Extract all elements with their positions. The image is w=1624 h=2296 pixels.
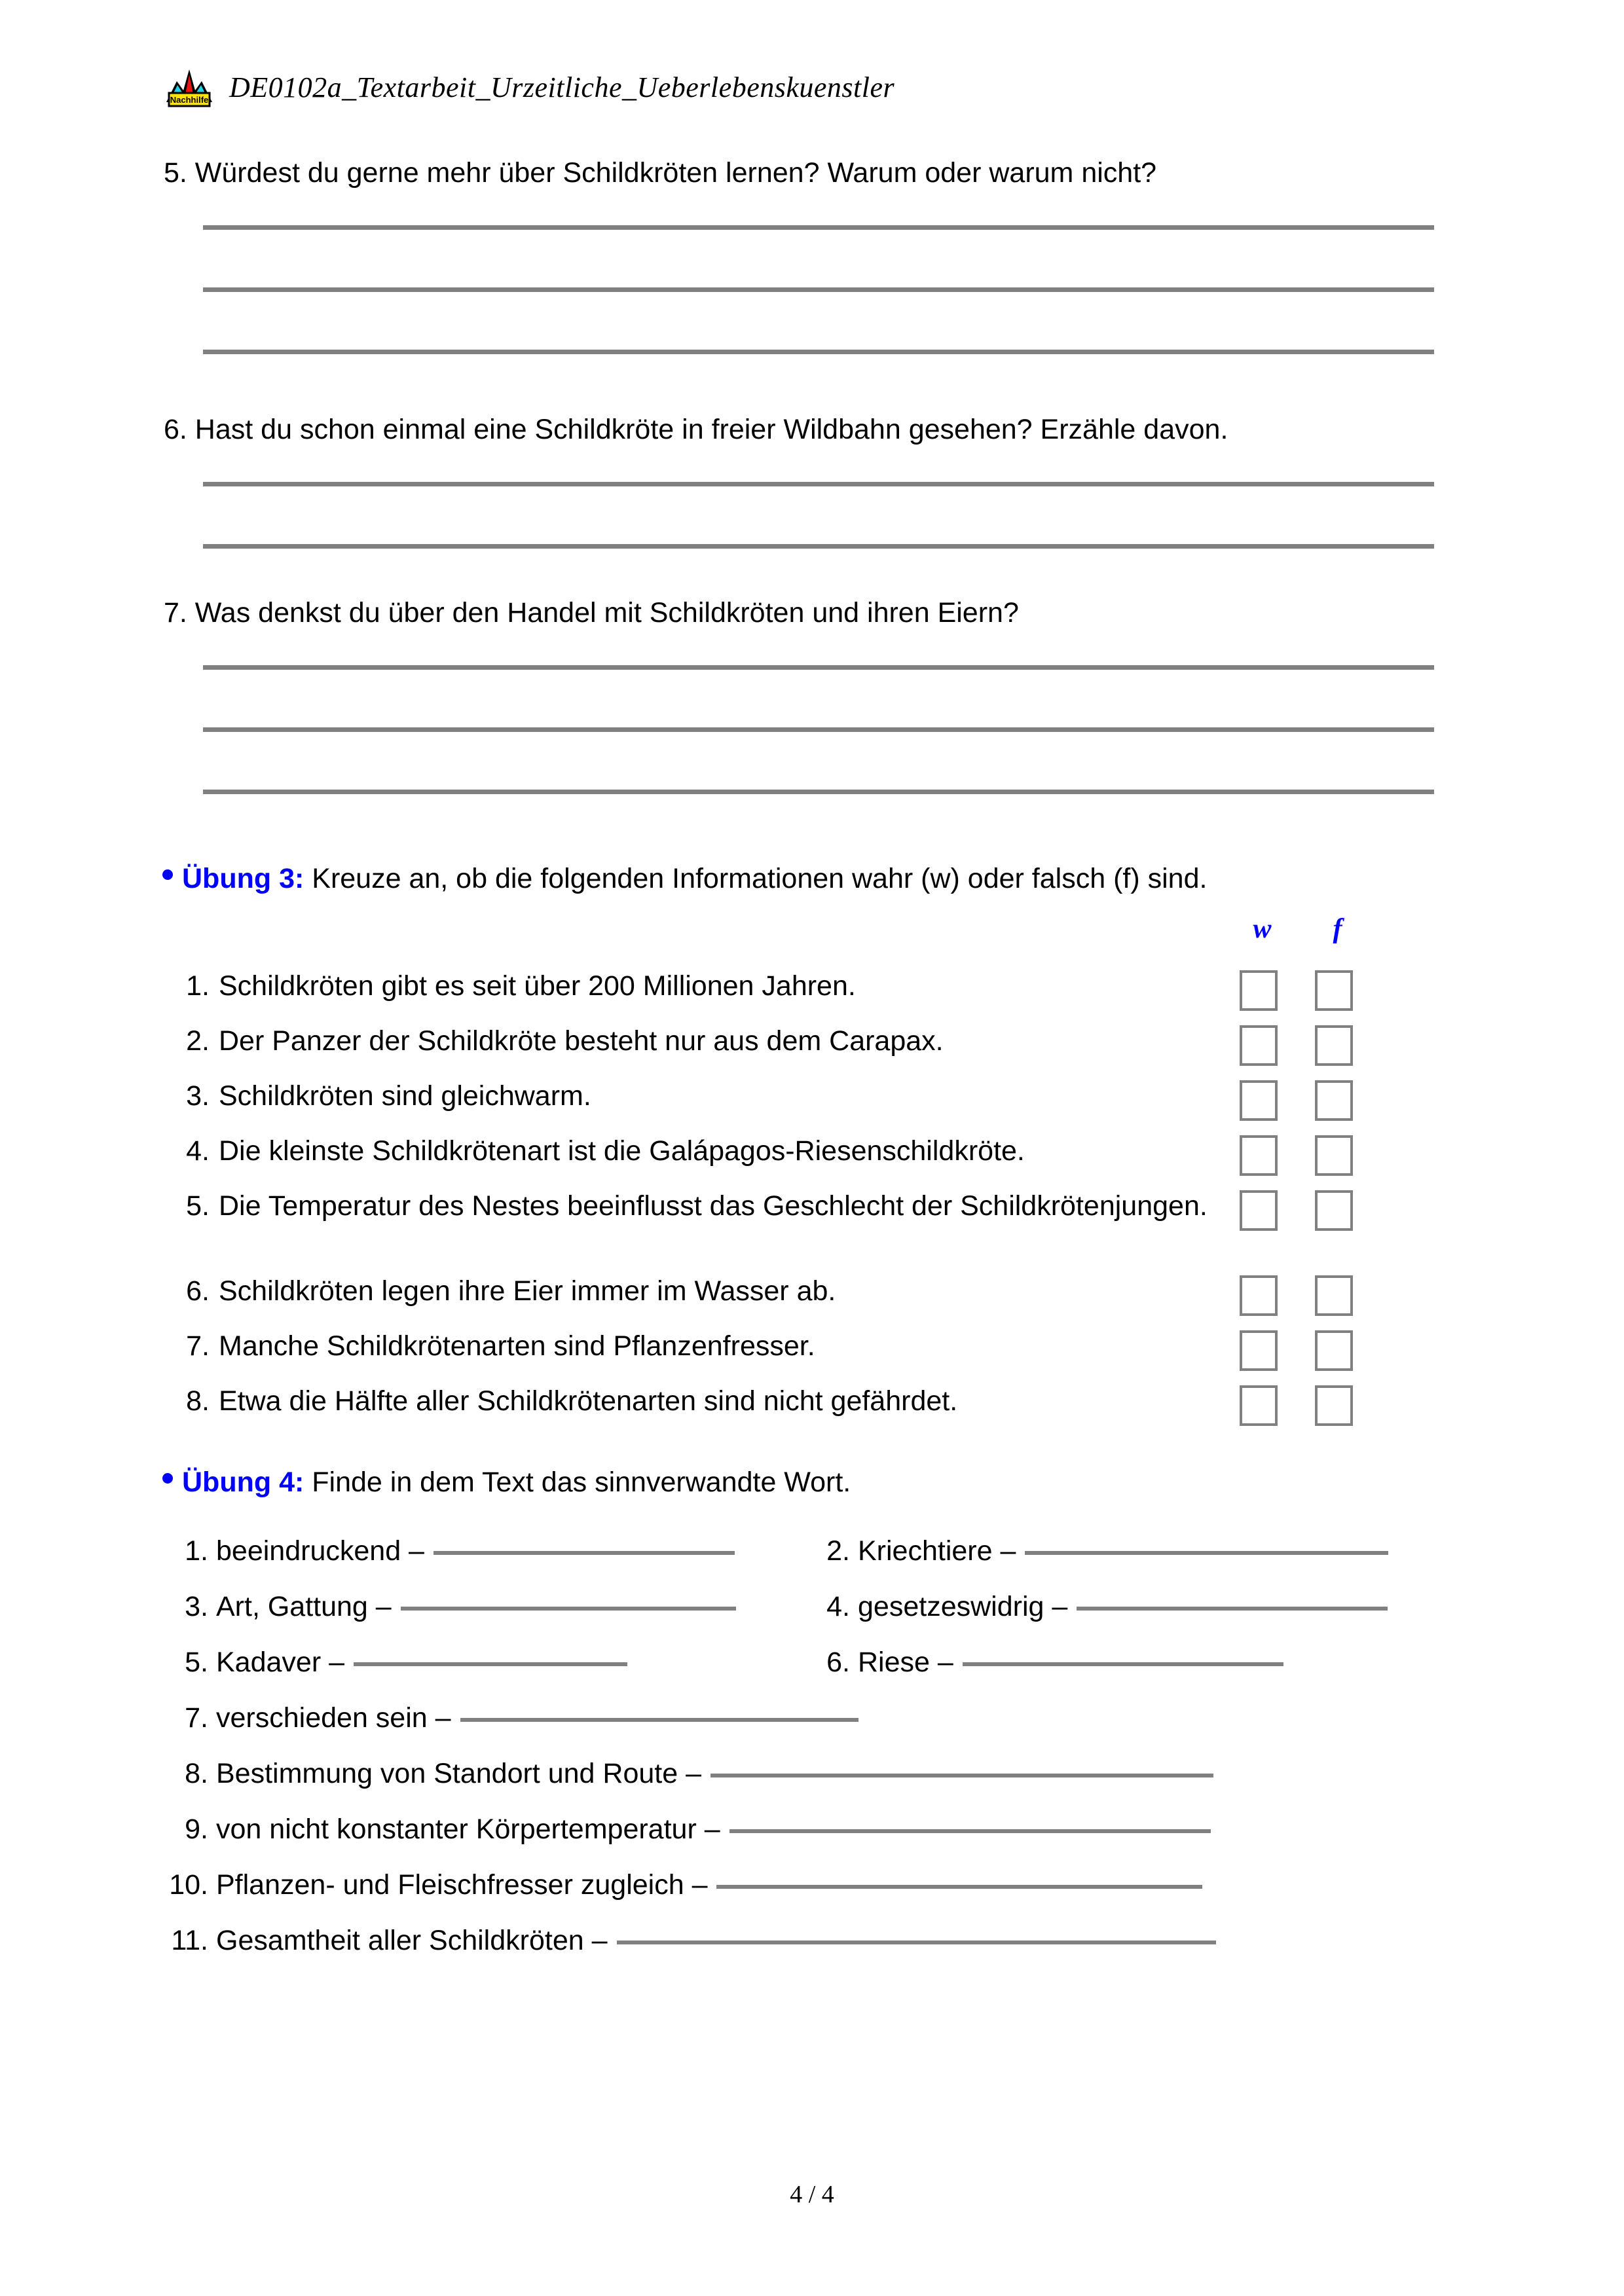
document-title: DE0102a_Textarbeit_Urzeitliche_Ueberlebenskuenstler <box>229 71 895 103</box>
vocab-answer-blank[interactable] <box>617 1941 1216 1944</box>
table-row <box>164 1384 1447 1439</box>
vocab-number: 3. <box>185 1591 208 1622</box>
statement-text: Manche Schildkrötenarten sind Pflanzenfresser. <box>219 1330 815 1362</box>
statement-number: 6. <box>186 1275 210 1307</box>
vocab-number: 1. <box>185 1535 208 1567</box>
question-text-5: 5. Würdest du gerne mehr über Schildkröten lernen? Warum oder warum nicht? <box>164 157 1157 189</box>
question-block-5 <box>164 156 1447 354</box>
question-block-6 <box>164 412 1447 549</box>
vocab-answer-blank[interactable] <box>401 1607 736 1611</box>
vocabulary-row <box>164 1758 1447 1790</box>
question-block-7 <box>164 596 1447 794</box>
table-row <box>164 1274 1447 1329</box>
vocab-number: 6. <box>826 1647 850 1678</box>
answer-line[interactable] <box>203 482 1434 486</box>
vocab-label: verschieden sein – <box>216 1702 451 1734</box>
answer-line[interactable] <box>203 790 1434 794</box>
vocab-label: Gesamtheit aller Schildkröten – <box>216 1925 608 1956</box>
checkbox-wahr[interactable] <box>1240 1135 1278 1176</box>
vocab-label: Bestimmung von Standort und Route – <box>216 1758 701 1789</box>
vocab-number: 8. <box>185 1758 208 1789</box>
list-item <box>164 1925 1216 1957</box>
vocab-answer-blank[interactable] <box>1077 1607 1388 1611</box>
checkbox-falsch[interactable] <box>1315 1275 1353 1316</box>
statement-number: 2. <box>186 1025 210 1057</box>
statement-number: 4. <box>186 1135 210 1167</box>
vocab-label: Pflanzen- und Fleischfresser zugleich – <box>216 1869 708 1901</box>
list-item <box>164 1869 1202 1901</box>
list-item <box>164 1758 1213 1790</box>
checkbox-pair <box>1221 1079 1371 1121</box>
statement-text: Etwa die Hälfte aller Schildkrötenarten sind nicht gefährdet. <box>219 1385 958 1417</box>
column-header-f: f <box>1333 914 1342 944</box>
vocab-answer-blank[interactable] <box>1025 1551 1388 1555</box>
statement-text: Schildkröten sind gleichwarm. <box>219 1080 591 1112</box>
vocab-label: Kadaver – <box>216 1647 345 1678</box>
checkbox-falsch[interactable] <box>1315 1385 1353 1426</box>
vocab-answer-blank[interactable] <box>716 1885 1202 1889</box>
checkbox-pair <box>1221 1329 1371 1371</box>
vocab-answer-blank[interactable] <box>434 1551 735 1555</box>
checkbox-pair <box>1221 1274 1371 1316</box>
vocabulary-row <box>164 1813 1447 1846</box>
bullet-icon <box>162 869 173 880</box>
page-footer <box>0 2180 1624 2209</box>
statement-text: Die kleinste Schildkrötenart ist die Galápagos-Riesenschildkröte. <box>219 1135 1025 1167</box>
vocab-number: 10. <box>169 1869 208 1901</box>
table-row <box>164 969 1447 1024</box>
answer-line[interactable] <box>203 225 1434 230</box>
answer-lines-6 <box>164 450 1447 549</box>
vocabulary-row <box>164 1591 1447 1623</box>
checkbox-falsch[interactable] <box>1315 1135 1353 1176</box>
exercise-3-description: Kreuze an, ob die folgenden Informationen wahr (w) oder falsch (f) sind. <box>304 863 1208 894</box>
statement-number: 7. <box>186 1330 210 1362</box>
statement-number: 5. <box>186 1190 210 1222</box>
bullet-icon <box>162 1473 173 1484</box>
table-row <box>164 1024 1447 1079</box>
statement-number: 3. <box>186 1080 210 1112</box>
checkbox-wahr[interactable] <box>1240 1385 1278 1426</box>
vocab-number: 4. <box>826 1591 850 1622</box>
question-text-6: 6. Hast du schon einmal eine Schildkröte in freier Wildbahn gesehen? Erzähle davon. <box>164 414 1228 445</box>
statement-number: 8. <box>186 1385 210 1417</box>
vocabulary-row <box>164 1535 1447 1567</box>
statement-text: Schildkröten legen ihre Eier immer im Wasser ab. <box>219 1275 836 1307</box>
statement-text: Der Panzer der Schildkröte besteht nur aus dem Carapax. <box>219 1025 944 1057</box>
vocab-label: von nicht konstanter Körpertemperatur – <box>216 1813 720 1845</box>
vocab-label: Art, Gattung – <box>216 1591 392 1622</box>
table-row <box>164 1079 1447 1134</box>
list-item <box>805 1535 1388 1567</box>
vocabulary-row <box>164 1925 1447 1957</box>
svg-text:Nachhilfe: Nachhilfe <box>170 95 209 105</box>
exercise-4-heading <box>162 1467 851 1499</box>
list-item <box>164 1535 805 1567</box>
vocab-answer-blank[interactable] <box>729 1829 1211 1833</box>
table-row <box>164 1329 1447 1384</box>
table-row <box>164 1189 1447 1274</box>
checkbox-wahr[interactable] <box>1240 1025 1278 1066</box>
true-false-column-headers <box>1225 913 1375 945</box>
checkbox-falsch[interactable] <box>1315 1190 1353 1231</box>
vocab-number: 5. <box>185 1647 208 1678</box>
document-header <box>164 64 895 110</box>
question-text-7: 7. Was denkst du über den Handel mit Schildkröten und ihren Eiern? <box>164 597 1019 629</box>
checkbox-pair <box>1221 1024 1371 1066</box>
exercise-3-label: Übung 3: <box>182 863 304 894</box>
checkbox-pair <box>1221 969 1371 1011</box>
answer-line[interactable] <box>203 544 1434 549</box>
page-number: 4 / 4 <box>790 2181 834 2208</box>
checkbox-pair <box>1221 1384 1371 1426</box>
answer-line[interactable] <box>203 287 1434 292</box>
list-item <box>164 1702 858 1734</box>
checkbox-falsch[interactable] <box>1315 1025 1353 1066</box>
vocab-label: beeindruckend – <box>216 1535 424 1567</box>
vocab-number: 9. <box>185 1813 208 1845</box>
checkbox-wahr[interactable] <box>1240 1275 1278 1316</box>
vocab-number: 2. <box>826 1535 850 1567</box>
true-false-list <box>164 969 1447 1439</box>
list-item <box>805 1591 1388 1623</box>
vocabulary-list <box>164 1535 1447 1980</box>
checkbox-pair <box>1221 1189 1371 1231</box>
vocab-answer-blank[interactable] <box>710 1774 1213 1777</box>
checkbox-falsch[interactable] <box>1315 1080 1353 1121</box>
list-item <box>164 1591 805 1623</box>
list-item <box>164 1813 1211 1846</box>
mountain-logo-icon <box>164 64 215 110</box>
answer-line[interactable] <box>203 665 1434 670</box>
checkbox-wahr[interactable] <box>1240 970 1278 1011</box>
answer-line[interactable] <box>203 350 1434 354</box>
checkbox-falsch[interactable] <box>1315 1330 1353 1371</box>
checkbox-wahr[interactable] <box>1240 1080 1278 1121</box>
list-item <box>805 1647 1283 1679</box>
vocab-label: Kriechtiere – <box>858 1535 1016 1567</box>
answer-lines-5 <box>164 194 1447 354</box>
exercise-4-label: Übung 4: <box>182 1467 304 1498</box>
list-item <box>164 1647 805 1679</box>
checkbox-wahr[interactable] <box>1240 1190 1278 1231</box>
column-header-w: w <box>1253 914 1272 944</box>
vocab-number: 11. <box>171 1925 208 1956</box>
exercise-4-description: Finde in dem Text das sinnverwandte Wort. <box>304 1467 851 1498</box>
statement-number: 1. <box>186 970 210 1002</box>
answer-line[interactable] <box>203 727 1434 732</box>
checkbox-falsch[interactable] <box>1315 970 1353 1011</box>
exercise-3-heading <box>162 863 1207 895</box>
checkbox-pair <box>1221 1134 1371 1176</box>
table-row <box>164 1134 1447 1189</box>
answer-lines-7 <box>164 634 1447 794</box>
vocab-number: 7. <box>185 1702 208 1734</box>
vocabulary-row <box>164 1702 1447 1734</box>
statement-text: Die Temperatur des Nestes beeinflusst das Geschlecht der Schildkrötenjungen. <box>219 1190 1208 1222</box>
vocab-answer-blank[interactable] <box>460 1718 858 1722</box>
checkbox-wahr[interactable] <box>1240 1330 1278 1371</box>
vocab-answer-blank[interactable] <box>354 1662 627 1666</box>
vocabulary-row <box>164 1869 1447 1901</box>
vocabulary-row <box>164 1647 1447 1679</box>
vocab-label: Riese – <box>858 1647 953 1678</box>
statement-text: Schildkröten gibt es seit über 200 Millionen Jahren. <box>219 970 856 1002</box>
vocab-label: gesetzeswidrig – <box>858 1591 1068 1622</box>
vocab-answer-blank[interactable] <box>963 1662 1283 1666</box>
